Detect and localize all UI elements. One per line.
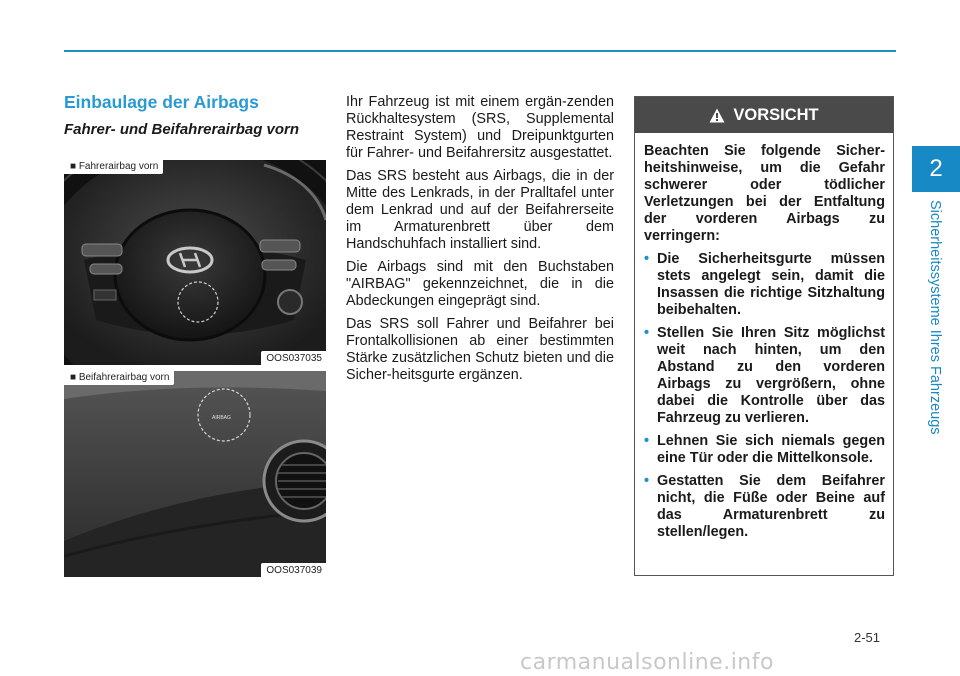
section-subtitle: Fahrer- und Beifahrerairbag vorn — [64, 121, 300, 138]
watermark: carmanualsonline.info — [520, 650, 774, 675]
figure-code: OOS037039 — [261, 563, 326, 577]
chapter-tab — [912, 146, 960, 192]
page-number: 2-51 — [854, 630, 881, 645]
body-paragraph: Ihr Fahrzeug ist mit einem ergän-zenden Rückhaltesystem (SRS, Supplemental Restraint System) und Dreipunktgurten für Fahrer- und Beifahrersitz ausgestattet. — [346, 94, 614, 161]
figure-passenger-airbag — [64, 371, 326, 577]
figure-driver-airbag — [64, 160, 326, 365]
body-paragraph: Das SRS besteht aus Airbags, die in der Mitte des Lenkrads, in der Pralltafel unter dem Lenkrad und auf der Beifahrerseite im Armaturenbrett über dem Handschuhfach installiert sind. — [346, 168, 614, 252]
caution-list — [644, 251, 885, 541]
caution-heading: VORSICHT — [733, 105, 819, 124]
dashboard-photo — [64, 371, 326, 577]
bullet-icon: • — [644, 433, 650, 449]
figure-label: ■ Beifahrerairbag vorn — [64, 371, 174, 385]
svg-text:AIRBAG: AIRBAG — [212, 415, 231, 421]
figure-code: OOS037035 — [261, 351, 326, 365]
body-paragraph: Die Airbags sind mit den Buchstaben "AIRBAG" gekennzeichnet, die in die Abdeckungen eingeprägt sind. — [346, 259, 614, 309]
chapter-number: 2 — [929, 155, 943, 182]
caution-item: • Lehnen Sie sich niemals gegen eine Tür oder die Mittelkonsole. — [644, 433, 885, 466]
caution-item: • Die Sicherheitsgurte müssen stets angelegt sein, damit die Insassen die richtige Sitzhaltung beibehalten. — [644, 251, 885, 318]
body-text — [346, 94, 614, 390]
section-title: Einbaulage der Airbags — [64, 92, 259, 112]
body-paragraph: Das SRS soll Fahrer und Beifahrer bei Frontalkollisionen ab einer bestimmten Stärke zusätzlichen Schutz bieten und die Sicher-heitsgurte ergänzen. — [346, 316, 614, 383]
caution-item: • Gestatten Sie dem Beifahrer nicht, die Füße oder Beine auf das Armaturenbrett zu stellen/legen. — [644, 473, 885, 540]
bullet-icon: • — [644, 325, 650, 341]
bullet-icon: • — [644, 473, 650, 489]
caution-intro: Beachten Sie folgende Sicher-heitshinweise, um die Gefahr schwerer oder tödlicher Verletzungen bei der Entfaltung der vorderen Airbags zu verringern: — [644, 143, 885, 244]
caution-content — [635, 133, 893, 541]
bullet-icon: • — [644, 251, 650, 267]
chapter-side-title: Sicherheitssysteme Ihres Fahrzeugs — [927, 200, 943, 435]
caution-box — [634, 96, 894, 576]
caution-item: • Stellen Sie Ihren Sitz möglichst weit nach hinten, um den Abstand zu den vorderen Airbags zu vergrößern, ohne dabei die Kontrolle über das Fahrzeug zu verlieren. — [644, 325, 885, 426]
warning-triangle-icon — [709, 108, 725, 123]
header-rule — [64, 50, 896, 52]
caution-header — [635, 97, 893, 133]
steering-wheel-photo — [64, 160, 326, 365]
figure-label: ■ Fahrerairbag vorn — [64, 160, 163, 174]
